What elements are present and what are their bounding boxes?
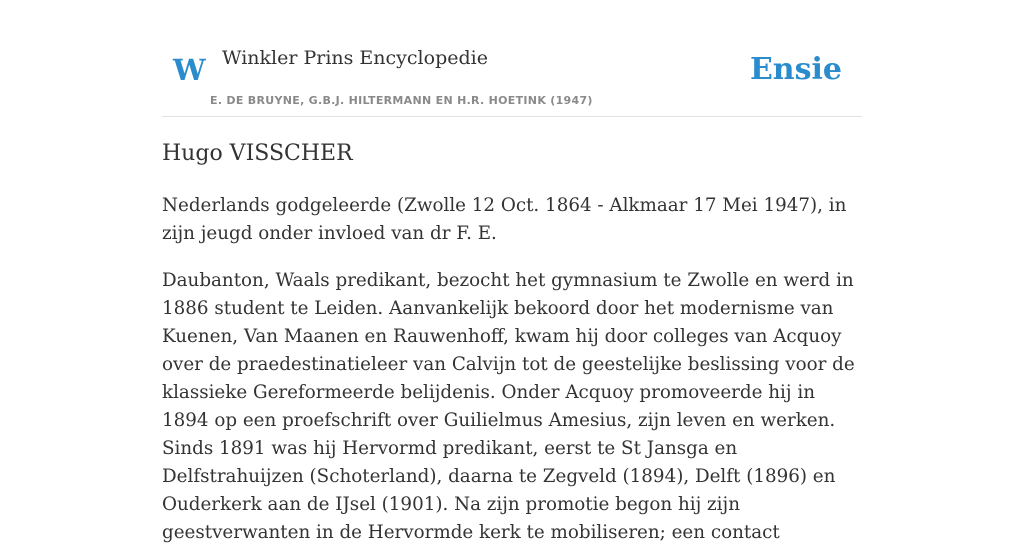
- article: [162, 138, 866, 547]
- book-authors: E. DE BRUYNE, G.B.J. HILTERMANN EN H.R. HOETINK (1947): [210, 94, 593, 107]
- header: [162, 0, 862, 117]
- book-title[interactable]: Winkler Prins Encyclopedie: [222, 47, 488, 69]
- winkler-prins-logo[interactable]: W: [173, 53, 206, 87]
- ensie-logo-link[interactable]: Ensie: [749, 52, 842, 87]
- article-paragraph: Daubanton, Waals predikant, bezocht het gymnasium te Zwolle en werd in 1886 student te Leiden. Aanvankelijk bekoord door het modernisme van Kuenen, Van Maanen en Rauwenhoff, kwam hij door colleges van Acquoy over de praedestinatieleer van Calvijn tot de geestelijke beslissing voor de klassieke Gereformeerde belijdenis. Onder Acquoy promoveerde hij in 1894 op een proefschrift over Guilielmus Amesius, zijn leven en werken. Sinds 1891 was hij Hervormd predikant, eerst te St Jansga en Delfstrahuijzen (Schoterland), daarna te Zegveld (1894), Delft (1896) en Ouderkerk aan de IJsel (1901). Na zijn promotie begon hij zijn geestverwanten in de Hervormde kerk te mobiliseren; een contact: [162, 270, 855, 543]
- article-title: Hugo VISSCHER: [162, 141, 353, 166]
- article-paragraph: Nederlands godgeleerde (Zwolle 12 Oct. 1864 - Alkmaar 17 Mei 1947), in zijn jeugd onder invloed van dr F. E.: [162, 195, 847, 244]
